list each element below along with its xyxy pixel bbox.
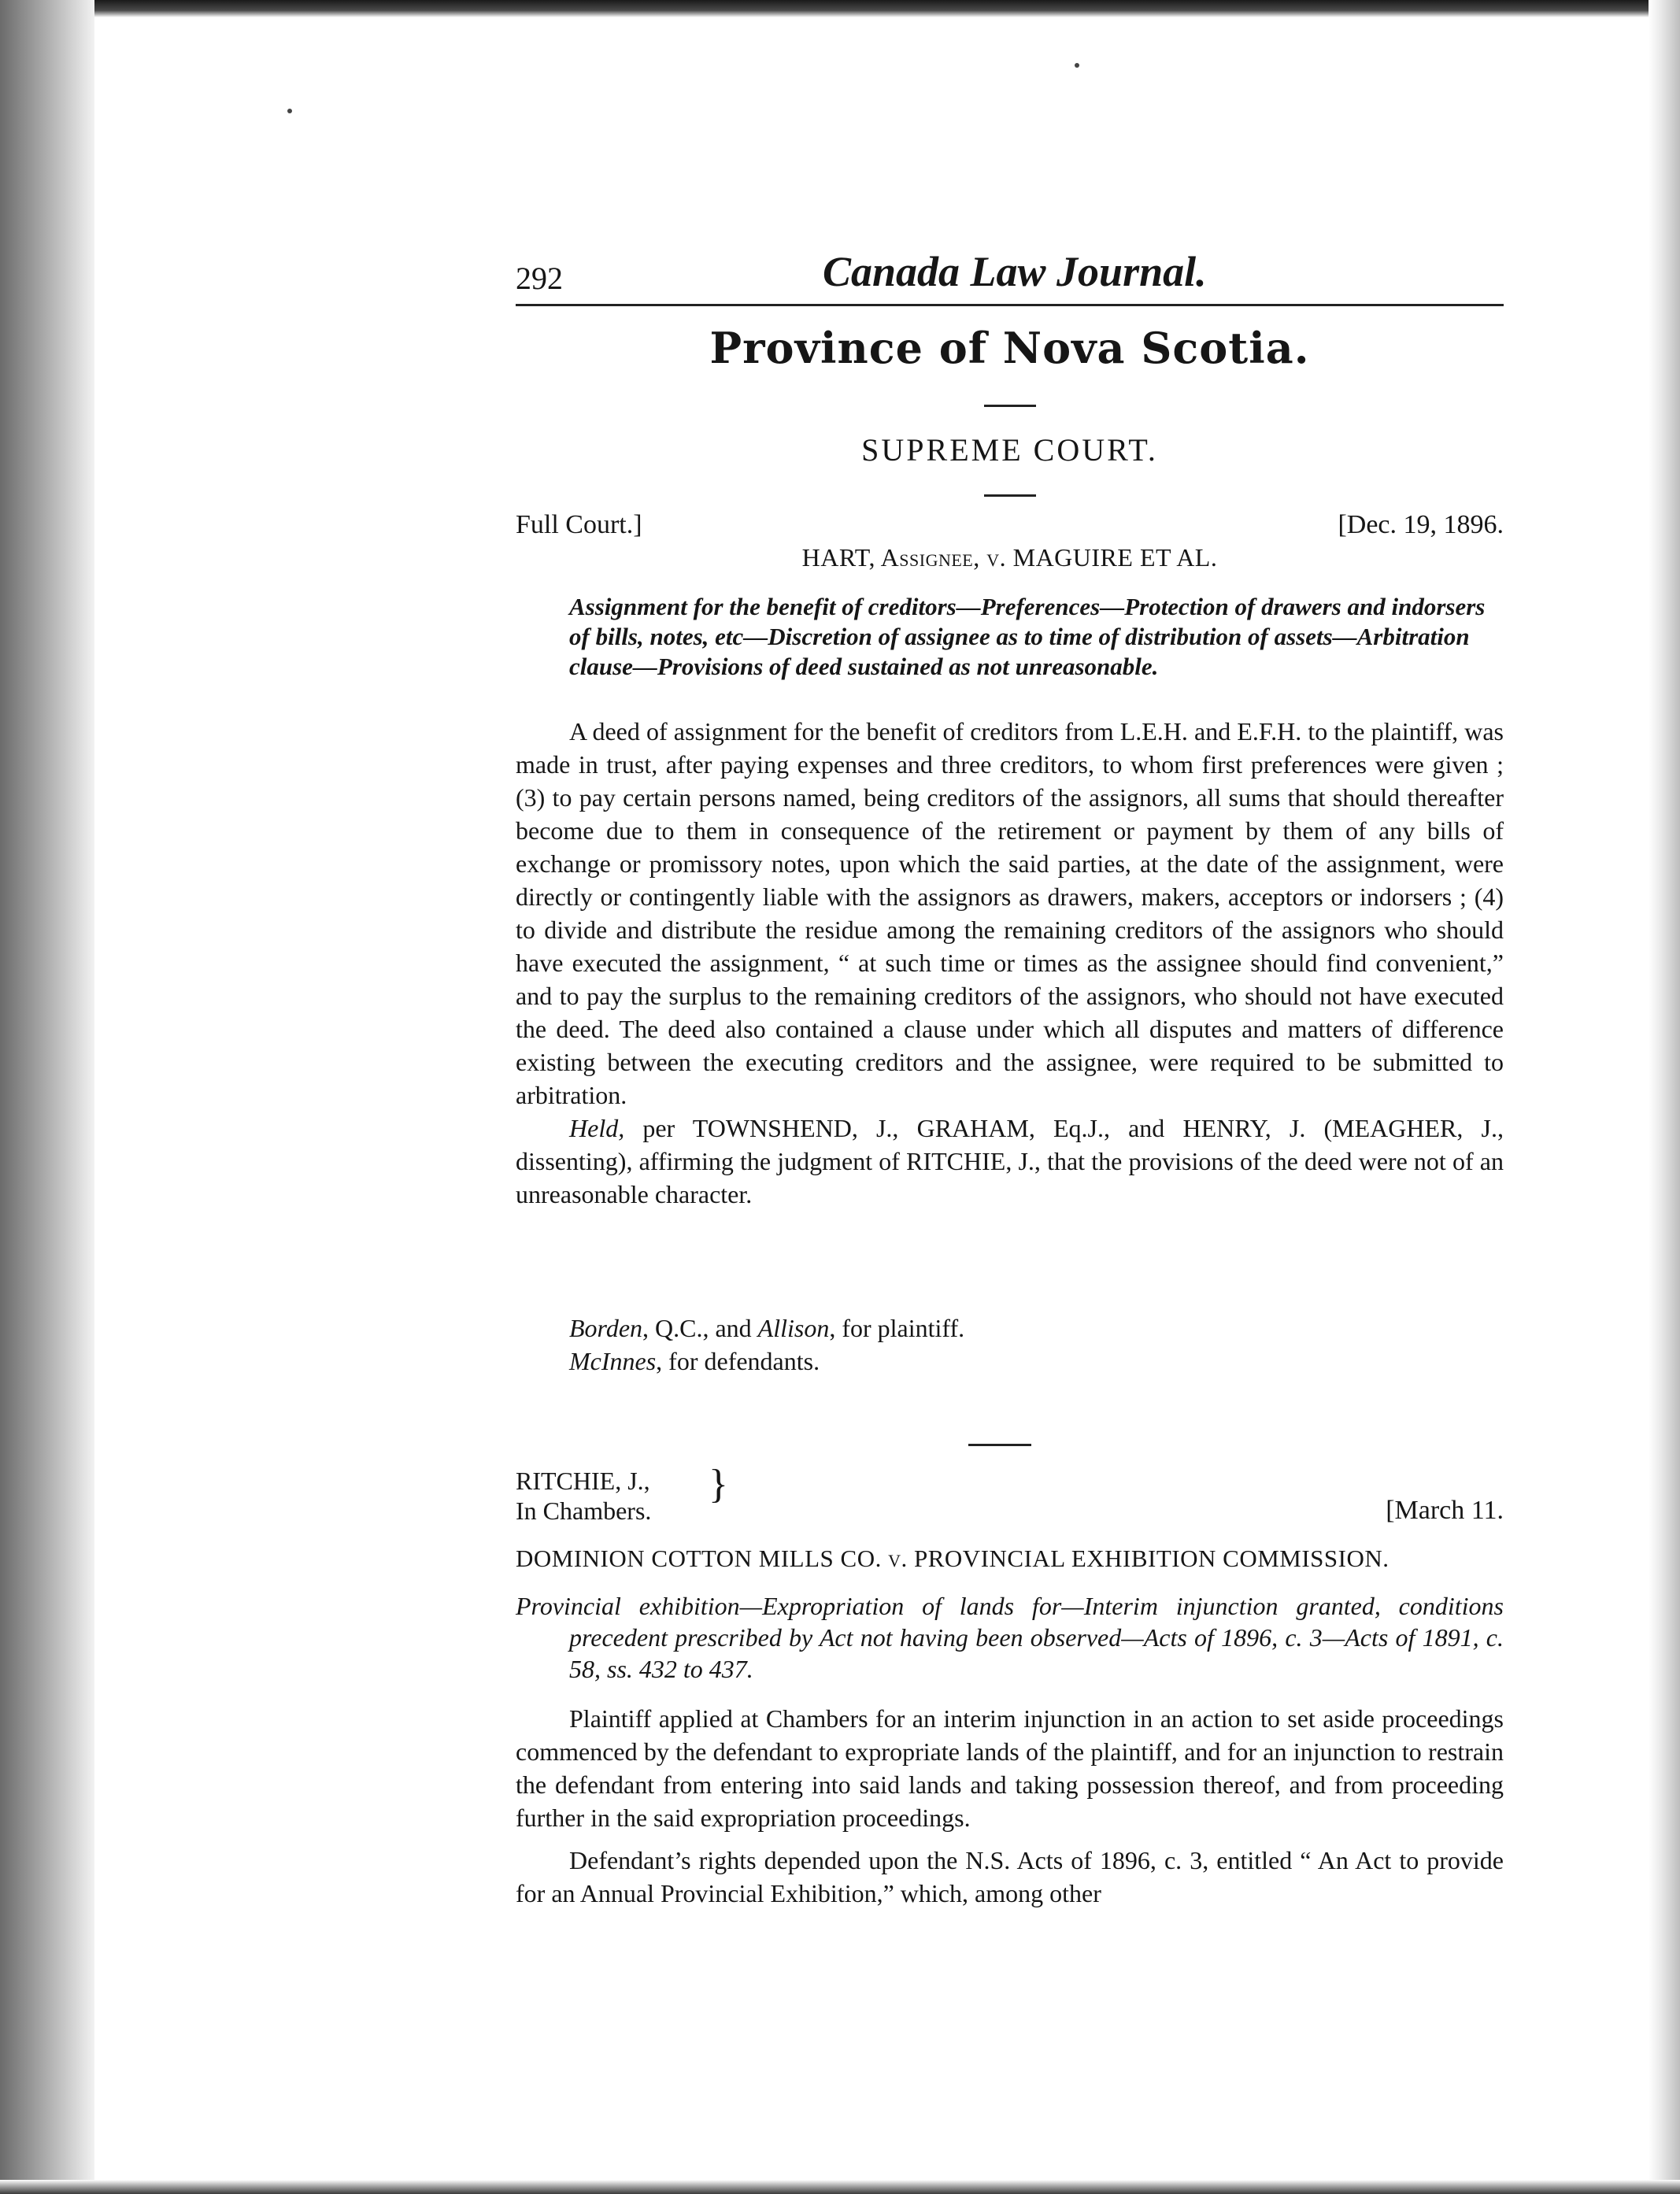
counsel-text: , for defendants. <box>656 1347 820 1375</box>
body-paragraph: A deed of assignment for the benefit of creditors from L.E.H. and E.F.H. to the plaintiff, was made in trust, after paying expenses and three creditors, to whom first preferences were given ; (3) to pay certain persons named, being creditors of the assignors, all sums that should thereafter become due to them in consequence of the retirement or payment by them of any bills of exchange or promissory notes, upon which the said parties, at the date of the assignment, were directly or contingently liable with the assignors as drawers, makers, acceptors or indorsers ; (4) to divide and distribute the residue among the remaining creditors of the assignors who should have executed the assignment, “ at such time or times as the assignee should find convenient,” and to pay the surplus to the remaining creditors of the assignors, who should not have executed the deed. The deed also contained a clause under which all disputes and matters of difference existing between the executing creditors and the assignee, were required to be submitted to arbitration. <box>516 717 1504 1109</box>
counsel-block <box>569 1312 964 1378</box>
headnote <box>516 592 1504 682</box>
headnote-text: Provincial exhibition—Expropriation of lands for—Interim injunction granted, conditions precedent prescribed by Act not having been observed—Acts of 1896, c. 3—Acts of 1891, c. 58, ss. 432 to 437. <box>516 1592 1504 1683</box>
divider <box>984 494 1036 497</box>
held-text: per TOWNSHEND, J., GRAHAM, Eq.J., and HENRY, J. (MEAGHER, J., dissenting), affirming the judgment of RITCHIE, J., that the provisions of the deed were not of an unreasonable character. <box>516 1114 1504 1208</box>
running-header <box>516 244 1504 307</box>
brace-mark: } <box>709 1462 728 1507</box>
judge-name: RITCHIE, J., <box>516 1467 650 1495</box>
counsel-name: Allison <box>757 1314 830 1342</box>
scan-border-bottom <box>0 2180 1680 2194</box>
case-metadata-row <box>516 510 1504 546</box>
case-date: [Dec. 19, 1896. <box>1338 510 1504 539</box>
counsel-name: McInnes <box>569 1347 657 1375</box>
headnote <box>516 1590 1504 1685</box>
divider <box>984 405 1036 407</box>
body-paragraph: Plaintiff applied at Chambers for an interim injunction in an action to set aside proceedings commenced by the defendant to expropriate lands of the plaintiff, and for an injunction to restrain the defendant from entering into said lands and taking possession thereof, and from proceeding further in the said expropriation proceedings. <box>516 1704 1504 1832</box>
section-heading: Province of Nova Scotia. <box>709 323 1310 373</box>
court-heading: SUPREME COURT. <box>861 432 1158 468</box>
page-number: 292 <box>516 261 563 296</box>
held-label: Held, <box>569 1114 625 1142</box>
counsel-text: , for plaintiff. <box>829 1314 965 1342</box>
chambers-label: In Chambers. <box>516 1497 652 1525</box>
headnote-text: Assignment for the benefit of creditors—Preferences—Protection of drawers and indorsers of bills, notes, etc—Discretion of assignee as to time of distribution of assets—Arbitration clause—Provisions of deed sustained as not unreasonable. <box>569 593 1486 680</box>
held-paragraph <box>516 1112 1504 1211</box>
divider <box>968 1444 1031 1446</box>
body-paragraph: Defendant’s rights depended upon the N.S. Acts of 1896, c. 3, entitled “ An Act to provide for an Annual Provincial Exhibition,” which, among other <box>516 1846 1504 1907</box>
header-rule <box>516 304 1504 306</box>
court-label: Full Court.] <box>516 510 642 539</box>
counsel-text: , Q.C., and <box>642 1314 758 1342</box>
counsel-plaintiff <box>569 1312 964 1345</box>
scan-border-right <box>1649 0 1680 2194</box>
case-body <box>516 1702 1504 1910</box>
case-title: DOMINION COTTON MILLS CO. v. PROVINCIAL EXHIBITION COMMISSION. <box>516 1545 1390 1572</box>
case-title: HART, Assignee, v. MAGUIRE ET AL. <box>801 543 1218 572</box>
scan-speck <box>1075 63 1079 68</box>
journal-title: Canada Law Journal. <box>823 248 1207 295</box>
scan-border-top <box>0 0 1680 17</box>
case-date: [March 11. <box>1386 1496 1504 1525</box>
case-body <box>516 715 1504 1211</box>
counsel-name: Borden <box>569 1314 643 1342</box>
counsel-defendant <box>569 1345 964 1378</box>
scan-speck <box>287 109 292 113</box>
scan-border-left <box>0 0 94 2194</box>
